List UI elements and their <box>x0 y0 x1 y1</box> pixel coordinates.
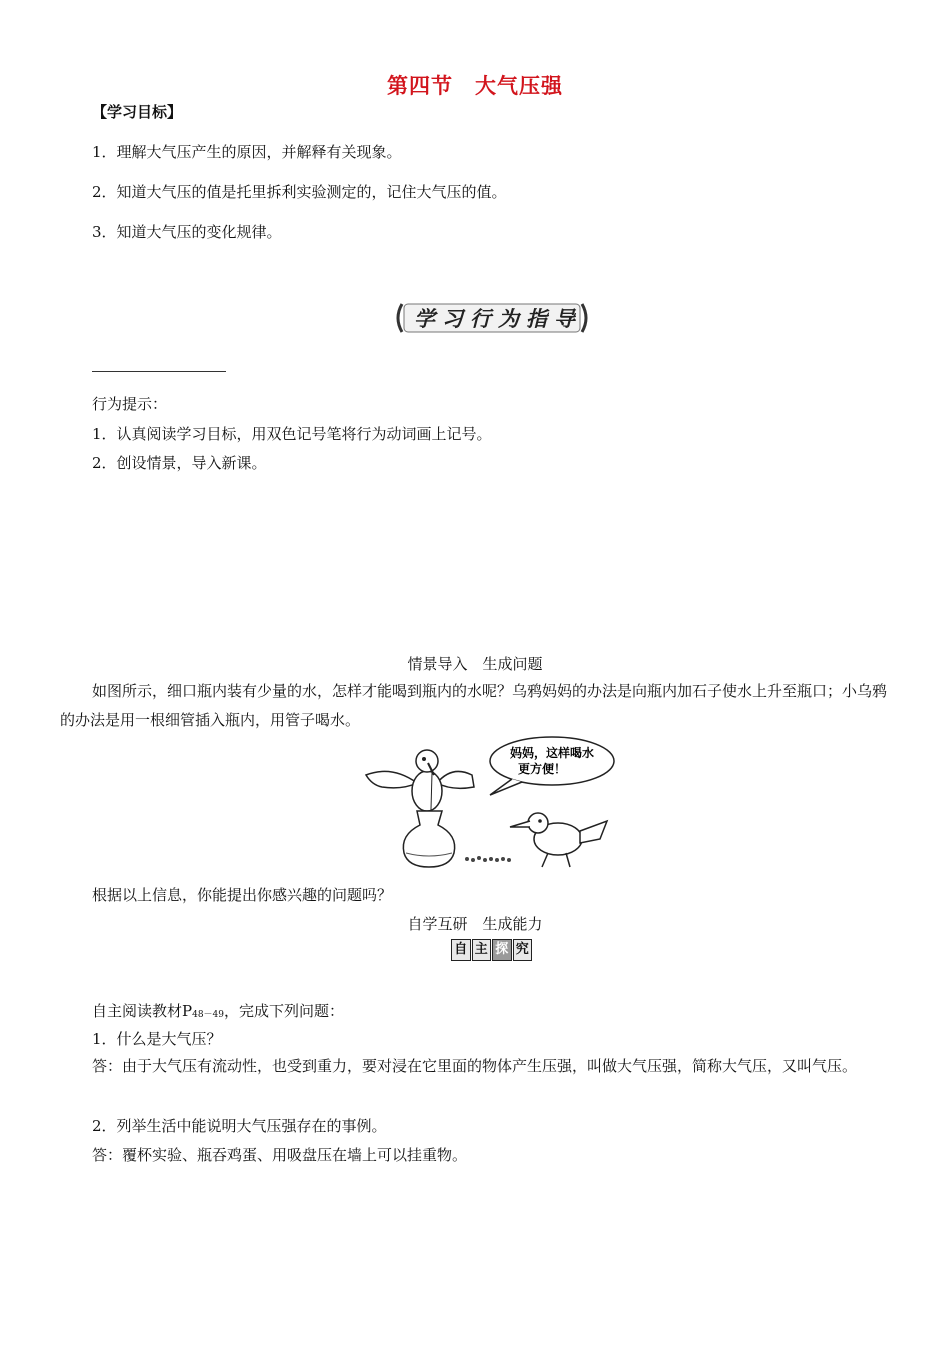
question-1: 1．什么是大气压？ <box>92 1030 222 1048</box>
selfstudy-intro: 自主阅读教材P48－49，完成下列问题： <box>92 1002 345 1020</box>
tag-char: 探 <box>492 939 512 961</box>
question-2: 2．列举生活中能说明大气压强存在的事例。 <box>92 1117 387 1135</box>
speech-line-1: 妈妈，这样喝水 <box>509 746 595 760</box>
banner-char: 学 <box>414 307 435 331</box>
objective-item-3: 3．知道大气压的变化规律。 <box>92 223 282 241</box>
answer-2: 答：覆杯实验、瓶吞鸡蛋、用吸盘压在墙上可以挂重物。 <box>92 1146 468 1164</box>
banner-char: 为 <box>498 307 519 331</box>
behavior-label: 行为提示： <box>92 395 168 413</box>
objective-item-1: 1．理解大气压产生的原因，并解释有关现象。 <box>92 143 402 161</box>
crow-illustration <box>362 735 618 875</box>
section-banner <box>392 298 592 338</box>
behavior-item-1: 1．认真阅读学习目标，用双色记号笔将行为动词画上记号。 <box>92 425 492 443</box>
objectives-heading: 【学习目标】 <box>92 103 183 121</box>
divider-line <box>92 371 226 372</box>
banner-char: 行 <box>470 307 491 331</box>
scenario-question: 根据以上信息，你能提出你感兴趣的问题吗？ <box>92 886 393 904</box>
answer-1: 答：由于大气压有流动性，也受到重力，要对浸在它里面的物体产生压强，叫做大气压强，简称大气压，又叫气压。 <box>92 1057 858 1075</box>
self-explore-tag <box>451 939 533 961</box>
tag-char: 自 <box>451 939 471 961</box>
tag-char: 究 <box>513 939 533 961</box>
banner-char: 习 <box>442 307 463 331</box>
scenario-heading: 情景导入 生成问题 <box>407 655 543 673</box>
objective-item-2: 2．知道大气压的值是托里拆利实验测定的，记住大气压的值。 <box>92 183 507 201</box>
selfstudy-heading: 自学互研 生成能力 <box>407 915 543 933</box>
tag-char: 主 <box>472 939 492 961</box>
speech-line-2: 更方便！ <box>517 762 567 776</box>
banner-char: 导 <box>554 307 575 331</box>
banner-char: 指 <box>526 307 547 331</box>
behavior-item-2: 2．创设情景，导入新课。 <box>92 454 267 472</box>
page-title: 第四节 大气压强 <box>387 74 563 98</box>
scenario-paragraph: 如图所示，细口瓶内装有少量的水，怎样才能喝到瓶内的水呢？乌鸦妈妈的办法是向瓶内加石子使水上升至瓶口；小乌鸦的办法是用一根细管插入瓶内，用管子喝水。 <box>60 682 888 729</box>
